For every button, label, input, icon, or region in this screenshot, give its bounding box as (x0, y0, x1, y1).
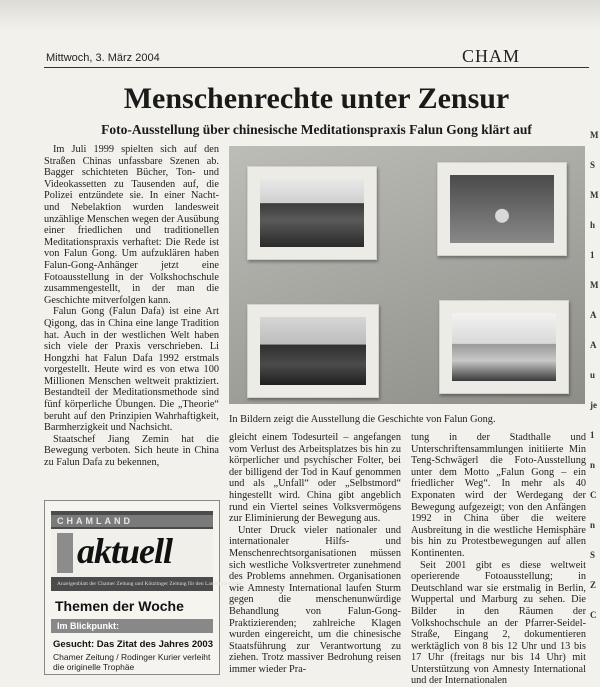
sidebar-letter: M (590, 190, 599, 200)
sidebar-letter: A (590, 340, 597, 350)
sidebar-letter: je (590, 400, 597, 410)
article-column-3 (411, 432, 586, 687)
promo-tagline: Anzeigenblatt der Chamer Zeitung und Kötztinger Zeitung für den Landkreis Cham (57, 581, 242, 587)
sidebar-letter: n (590, 520, 596, 530)
picture-park (452, 313, 556, 381)
adjacent-column-edge (590, 120, 600, 673)
article-subheadline: Foto-Ausstellung über chinesische Meditationspraxis Falun Gong klärt auf (101, 122, 532, 137)
sidebar-letter: C (590, 490, 597, 500)
sidebar-letter: A (590, 310, 597, 320)
framed-picture-meditation (437, 162, 567, 256)
framed-picture-park (439, 300, 569, 394)
sidebar-letter: S (590, 160, 596, 170)
sidebar-letter: M (590, 130, 599, 140)
paragraph: tung in der Stadthalle und Unterschriftensammlungen initiierte Min Teng-Schwägerl die Foto-Ausstellung unter dem Motto „Falun Gong – ein friedlicher Weg“. In mehr als 40 Exponaten wird der Werdegang der Bewegung aufgezeigt; von den Anfängen 1992 in China über die weitere Ausbreitung in die westliche Hemisphäre bis hin zu Protestbewegungen auf allen Kontinenten. (411, 432, 586, 559)
photo-caption: In Bildern zeigt die Ausstellung die Geschichte von Falun Gong. (229, 414, 496, 425)
sidebar-letter: 1 (590, 250, 595, 260)
paragraph: Falun Gong (Falun Dafa) ist eine Art Qigong, das in China eine lange Tradition hat. Auch in der westlichen Welt haben sich viele der Praxis verschrieben. Li Hongzhi hat Falun Dafa 1992 erstmals vorgestellt. Heute wird es von etwa 100 Millionen Menschen weltweit praktiziert. Bestandteil der Meditationsmethode sind fünf körperliche Übungen. Die „Theorie“ beruht auf den Prinzipien Wahrhaftigkeit, Barmherzigkeit und Nachsicht. (44, 306, 219, 434)
sidebar-letter: n (590, 460, 596, 470)
sidebar-letter: M (590, 280, 599, 290)
page-fold-shadow (0, 0, 600, 30)
promo-box-chamland-aktuell (44, 500, 242, 675)
promo-gesucht: Gesucht: Das Zitat des Jahres 2003 (53, 639, 213, 650)
framed-picture-palace (247, 166, 377, 260)
picture-palace (260, 179, 364, 247)
paragraph: gleicht einem Todesurteil – angefangen vom Verlust des Arbeitsplatzes bis hin zu körperlicher und psychischer Folter, bei der billigend der Tod in Kauf genommen und als „Unfall“ oder „Selbstmord“ hingestellt wird. China gibt angeblich rund ein Viertel seines Volksvermögens zur Eliminierung der Bewegung aus. (229, 432, 401, 525)
promo-blickpunkt: Im Blickpunkt: (51, 619, 213, 633)
sidebar-letter: h (590, 220, 596, 230)
article-headline: Menschenrechte unter Zensur (123, 82, 510, 115)
promo-brand: CHAMLAND (57, 516, 133, 526)
sidebar-letter: Z (590, 580, 597, 590)
paragraph: Im Juli 1999 spielten sich auf den Straßen Chinas unfassbare Szenen ab. Bagger schichteten Bücher, Ton- und Videokassetten zu Tausenden auf, die Polizei entzündete sie. In einer Nacht- und Nebelaktion wurden landesweit unzählige Menschen wegen der Ausübung einer friedlichen und traditionellen Meditationspraxis verhaftet: Die Rede ist von Falun Gong. Um aufzuklären haben Falun-Gong-Anhänger jetzt eine Fotoausstellung in der Volkshochschule zusammengestellt, in der man die Geschichte mitverfolgen kann. (44, 144, 219, 306)
article-column-1 (44, 144, 219, 492)
sidebar-letter: C (590, 610, 597, 620)
crest-icon (57, 533, 73, 573)
sidebar-letter: 1 (590, 430, 595, 440)
header-rule (44, 67, 589, 68)
paragraph: Staatschef Jiang Zemin hat die Bewegung verboten. Sich heute in China zu Falun Dafa zu bekennen, (44, 433, 219, 469)
sidebar-letter: S (590, 550, 596, 560)
picture-meditation (450, 175, 554, 243)
article-column-2 (229, 432, 401, 673)
framed-picture-crowd (247, 304, 379, 398)
picture-crowd (260, 317, 366, 385)
promo-title: aktuell (77, 531, 173, 571)
promo-small-text: Chamer Zeitung / Rodinger Kurier verleiht die originelle Trophäe (53, 652, 211, 672)
issue-date: Mittwoch, 3. März 2004 (46, 52, 160, 64)
exhibition-photo (229, 146, 585, 404)
paragraph: Unter Druck vieler nationaler und internationaler Hilfs- und Menschenrechtsorganisationen müssen sich westliche Volksvertreter zunehmend des Problems annehmen. Organisationen wie Amnesty International laufen Sturm gegen die menschenunwürdige Behandlung von Falun-Gong-Praktizierenden; zahlreiche Klagen wurden eingereicht, um die chinesische Staatsführung zur Verantwortung zu ziehen. Trotz massiver Bedrohung reisen immer wieder Pra- (229, 524, 401, 675)
sidebar-letter: u (590, 370, 596, 380)
paragraph: Seit 2001 gibt es diese weltweit operierende Fotoausstellung; in Deutschland war sie erstmalig in Berlin, Wuppertal und Marburg zu sehen. Die Bilder in den Räumen der Volkshochschule an der Pfarrer-Seidel-Straße, Eingang 2, dokumentieren werktäglich von 8 bis 12 Uhr und 13 bis 17 Uhr (freitags nur bis 14 Uhr) mit Unterstützung von Amnesty International und der Internationalen (411, 559, 586, 687)
promo-themen: Themen der Woche (55, 598, 184, 614)
section-name: CHAM (462, 46, 521, 66)
